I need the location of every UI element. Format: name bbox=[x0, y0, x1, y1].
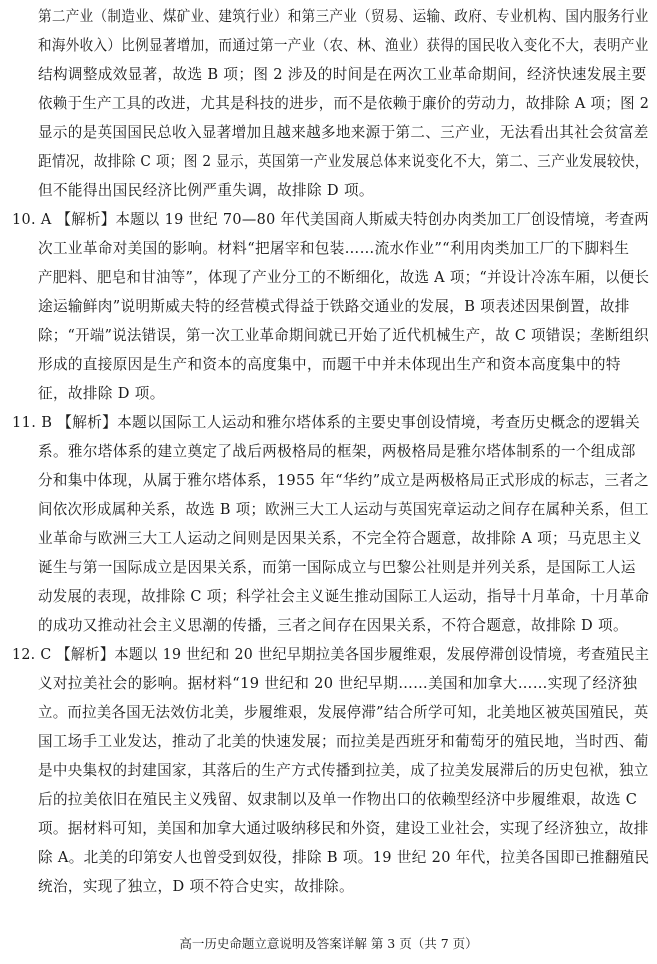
answer-heading-line: 11. B 【解析】本题以国际工人运动和雅尔塔体系的主要史事创设情境，考查历史概念的逻辑关 bbox=[12, 414, 641, 431]
text-line: 系。雅尔塔体系的建立奠定了战后两极格局的框架，两极格局是雅尔塔体制系的一个组成部 bbox=[38, 443, 636, 460]
text-line: 后的拉美依旧在殖民主义残留、奴隶制以及单一作物出口的依赖型经济中步履维艰，故选 C bbox=[38, 791, 638, 808]
text-line: 显示的是英国国民总收入显著增加且越来越多地来源于第二、三产业，无法看出其社会贫富差 bbox=[38, 124, 649, 141]
text-line: 和海外收入）比例显著增加，而通过第一产业（农、林、渔业）获得的国民收入变化不大，表明产业 bbox=[38, 37, 649, 54]
text-line: 但不能得出国民经济比例严重失调，故排除 D 项。 bbox=[38, 182, 374, 199]
text-line: 的成功又推动社会主义思潮的传播，三者之间存在因果关系，不符合题意，故排除 D 项。 bbox=[38, 617, 628, 634]
text-line: 第二产业（制造业、煤矿业、建筑行业）和第三产业（贸易、运输、政府、专业机构、国内服务行业 bbox=[38, 8, 649, 25]
text-line: 业革命与欧洲三大工人运动之间则是因果关系，不完全符合题意，故排除 A 项；马克思主义 bbox=[38, 530, 642, 547]
text-line: 产肥料、肥皂和甘油等”，体现了产业分工的不断细化，故选 A 项；“并设计冷冻车厢，以便长 bbox=[38, 269, 650, 286]
text-line: 依赖于生产工具的改进，尤其是科技的进步，而不是依赖于廉价的劳动力，故排除 A 项；图 2 bbox=[38, 95, 650, 112]
text-line: 国工场手工业发达，推动了北美的快速发展；而拉美是西班牙和葡萄牙的殖民地，当时西、葡 bbox=[38, 733, 649, 750]
page-footer: 高一历史命题立意说明及答案详解 第 3 页（共 7 页） bbox=[179, 936, 478, 951]
text-line: 除 A。北美的印第安人也曾受到奴役，排除 B 项。19 世纪 20 年代，拉美各国即已推翻殖民 bbox=[38, 849, 650, 866]
text-line: 距情况，故排除 C 项；图 2 显示，英国第一产业发展总体来说变化不大，第二、三产业发展较快， bbox=[38, 153, 649, 170]
text-line: 诞生与第一国际成立是因果关系，而第一国际成立与巴黎公社则是并列关系，是国际工人运 bbox=[38, 559, 636, 576]
text-line: 次工业革命对美国的影响。材料“把屠宰和包装……流水作业”“利用肉类加工厂的下脚料生 bbox=[38, 240, 630, 257]
text-line: 动发展的表现，故排除 C 项；科学社会主义诞生推动国际工人运动，指导十月革命，十月革命 bbox=[38, 588, 650, 605]
text-line: 途运输鲜肉”说明斯威夫特的经营模式得益于铁路交通业的发展，B 项表述因果倒置，故排 bbox=[38, 298, 630, 315]
answer-heading-line: 10. A 【解析】本题以 19 世纪 70—80 年代美国商人斯威夫特创办肉类加工厂创设情境，考查两 bbox=[12, 211, 649, 228]
text-line: 分和集中体现，从属于雅尔塔体系，1955 年“华约”成立是两极格局正式形成的标志，三者之 bbox=[38, 472, 650, 489]
text-line: 项。据材料可知，美国和加拿大通过吸纳移民和外资，建设工业社会，实现了经济独立，故排 bbox=[38, 820, 649, 837]
answer-heading-line: 12. C 【解析】本题以 19 世纪和 20 世纪早期拉美各国步履维艰，发展停滞创设情境，考查殖民主 bbox=[12, 646, 650, 663]
text-line: 是中央集权的封建国家，其落后的生产方式传播到拉美，成了拉美发展滞后的历史包袱，独立 bbox=[38, 762, 649, 779]
text-line: 统治，实现了独立，D 项不符合史实，故排除。 bbox=[38, 878, 354, 895]
text-line: 立。而拉美各国无法效仿北美，步履维艰，发展停滞”结合所学可知，北美地区被英国殖民，英 bbox=[38, 704, 649, 721]
text-line: 除；“开端”说法错误，第一次工业革命期间就已开始了近代机械生产，故 C 项错误；垄断组织 bbox=[38, 327, 649, 344]
text-line: 形成的直接原因是生产和资本的高度集中，而题干中并未体现出生产和资本高度集中的特 bbox=[38, 356, 621, 373]
text-line: 间依次形成属种关系，故选 B 项；欧洲三大工人运动与英国宪章运动之间存在属种关系，但工 bbox=[38, 501, 649, 518]
text-line: 结构调整成效显著，故选 B 项；图 2 涉及的时间是在两次工业革命期间，经济快速发展主要 bbox=[38, 66, 647, 83]
text-line: 义对拉美社会的影响。据材料“19 世纪和 20 世纪早期……美国和加拿大……实现了经济独 bbox=[38, 675, 638, 692]
text-line: 征，故排除 D 项。 bbox=[38, 385, 165, 402]
